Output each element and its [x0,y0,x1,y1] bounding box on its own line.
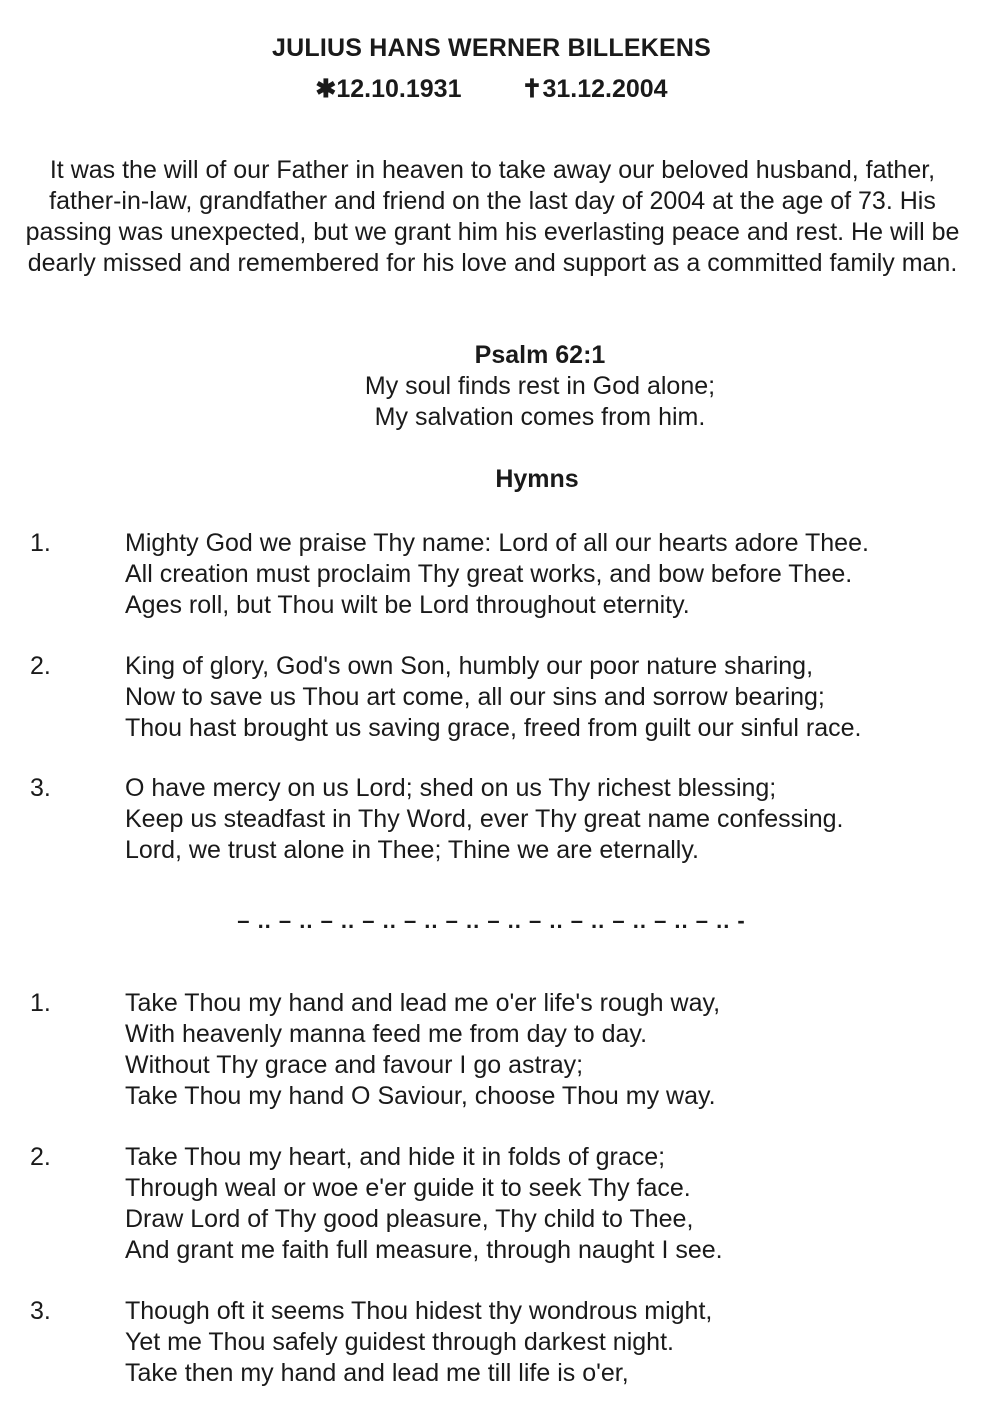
intro-paragraph: It was the will of our Father in heaven to take away our beloved husband, father, father-in-law, grandfather and friend on the last day of 2004 at the age of 73. His passing was unexpected, but we grant him his everlasting peace and rest. He will be dearly missed and remembered for his love and support as a committed family man. [25,156,960,277]
psalm-title: Psalm 62:1 [474,341,606,369]
verse-number: 3. [30,774,51,802]
verse-line: King of glory, God's own Son, humbly our poor nature sharing, [125,652,814,680]
verse-line: Now to save us Thou art come, all our sins and sorrow bearing; [125,683,825,711]
verse-number: 2. [30,652,51,680]
verse-number: 1. [30,529,51,557]
verse-number: 3. [30,1297,51,1325]
verse-line: Take Thou my hand and lead me o'er life's rough way, [125,989,721,1017]
section-divider: – .. – .. – .. – .. – .. – .. – .. – .. – .. – .. – .. – .. - [237,908,746,933]
verse-line: Thou hast brought us saving grace, freed from guilt our sinful race. [125,714,862,742]
verse-number: 2. [30,1143,51,1171]
verse-line: And grant me faith full measure, through naught I see. [125,1236,723,1264]
verse-line: With heavenly manna feed me from day to day. [125,1020,648,1048]
psalm-line: My soul finds rest in God alone; [364,372,716,400]
verse-line: Though oft it seems Thou hidest thy wondrous might, [125,1297,713,1325]
verse-number: 1. [30,989,51,1017]
verse-line: Through weal or woe e'er guide it to seek Thy face. [125,1174,691,1202]
verse-line: Draw Lord of Thy good pleasure, Thy child to Thee, [125,1205,694,1233]
birth-date: ✱12.10.1931 [315,75,462,103]
verse-line: Take Thou my heart, and hide it in folds of grace; [125,1143,666,1171]
verse-line: Lord, we trust alone in Thee; Thine we are eternally. [125,836,699,864]
verse-line: All creation must proclaim Thy great works, and bow before Thee. [125,560,853,588]
verse-line: O have mercy on us Lord; shed on us Thy richest blessing; [125,774,777,802]
deceased-name: JULIUS HANS WERNER BILLEKENS [272,34,711,62]
verse-line: Take then my hand and lead me till life is o'er, [125,1359,629,1387]
verse-line: Without Thy grace and favour I go astray; [125,1051,584,1079]
death-date: ✝31.12.2004 [521,75,668,103]
verse-line: Ages roll, but Thou wilt be Lord throughout eternity. [125,591,690,619]
verse-line: Keep us steadfast in Thy Word, ever Thy great name confessing. [125,805,844,833]
hymns-heading: Hymns [495,465,579,493]
verse-line: Take Thou my hand O Saviour, choose Thou my way. [125,1082,716,1110]
life-dates [0,74,983,104]
psalm-line: My salvation comes from him. [374,403,706,431]
verse-line: Yet me Thou safely guidest through darkest night. [125,1328,674,1356]
psalm-block [290,340,790,433]
verse-line: Mighty God we praise Thy name: Lord of all our hearts adore Thee. [125,529,869,557]
